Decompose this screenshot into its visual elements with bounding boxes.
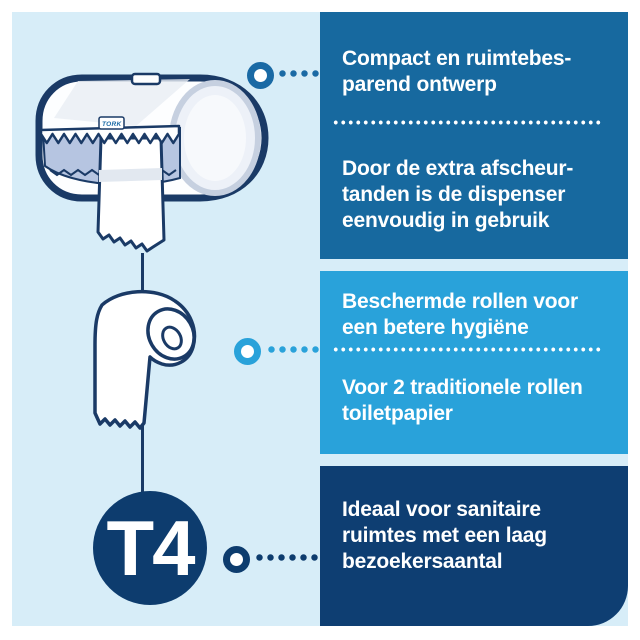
tork-logo: [99, 117, 124, 129]
feature-text-protected-rolls: [342, 289, 620, 341]
text-line: een betere hygiëne: [342, 316, 529, 339]
dispenser-marker-ring: [247, 62, 274, 89]
text-line: Beschermde rollen voor: [342, 290, 579, 313]
text-line: eenvoudig in gebruik: [342, 209, 550, 232]
infographic-content-area: [12, 12, 628, 626]
text-line: parend ontwerp: [342, 73, 497, 96]
text-line: ruimtes met een laag: [342, 524, 547, 547]
toilet-roll-illustration: [80, 285, 205, 440]
dotted-divider: [332, 120, 602, 125]
roll-marker-ring: [234, 338, 261, 365]
text-line: toiletpapier: [342, 402, 453, 425]
t4-marker-dotted-lead: [254, 554, 320, 561]
dispenser-illustration: [28, 70, 278, 265]
text-line: bezoekersaantal: [342, 550, 503, 573]
feature-text-low-traffic: [342, 497, 620, 575]
t4-system-badge: [93, 491, 207, 605]
text-line: Ideaal voor sanitaire: [342, 498, 541, 521]
feature-text-two-rolls: [342, 375, 620, 427]
dispenser-end-cap-inner: [184, 95, 246, 181]
t4-marker-ring: [223, 546, 250, 573]
text-line: Voor 2 traditionele rollen: [342, 376, 583, 399]
feature-panel-usage: [320, 466, 628, 626]
text-line: Compact en ruimtebes-: [342, 47, 572, 70]
feature-panel-hygiene: [320, 271, 628, 454]
paper-strip: [98, 138, 164, 251]
text-line: tanden is de dispenser: [342, 183, 566, 206]
feature-panel-design: [320, 12, 628, 259]
tork-logo-text: TORK: [102, 121, 122, 128]
feature-text-compact: [342, 46, 620, 98]
roll-marker-dotted-lead: [266, 346, 320, 353]
feature-text-teeth: [342, 156, 620, 234]
lid-tab: [132, 74, 160, 84]
dotted-divider: [332, 347, 602, 352]
t4-system-label: T4: [106, 503, 194, 592]
text-line: Door de extra afscheur-: [342, 157, 574, 180]
dispenser-marker-dotted-lead: [277, 70, 320, 77]
